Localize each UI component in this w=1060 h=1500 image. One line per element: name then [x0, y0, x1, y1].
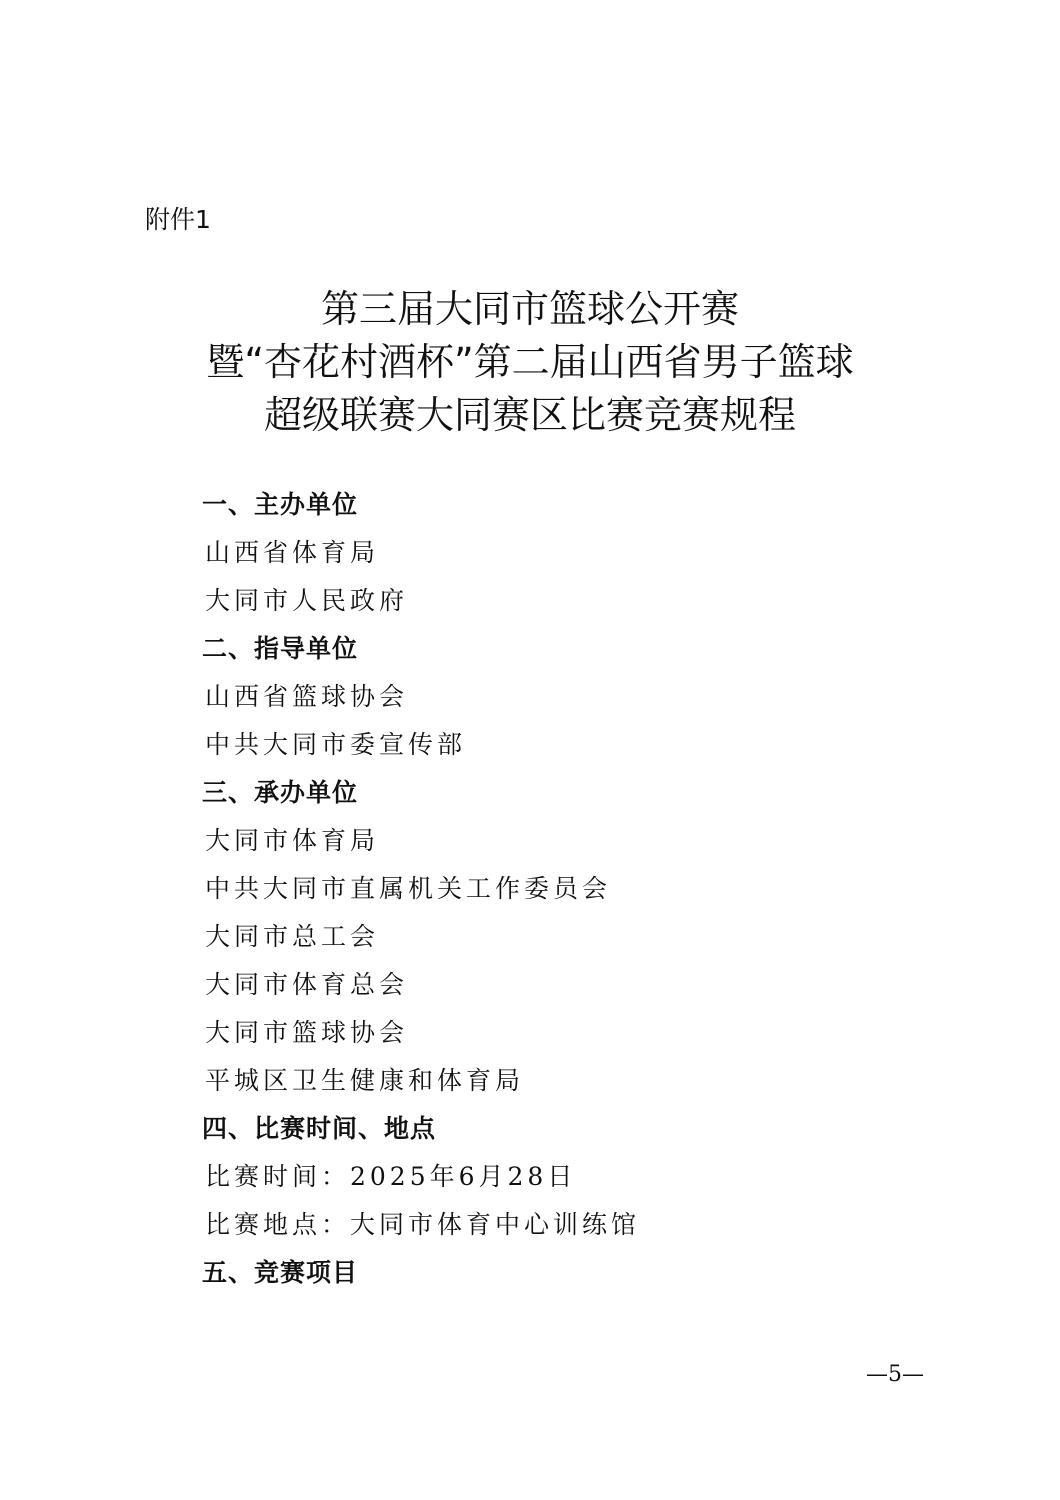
host-item: 大同市体育总会 — [205, 970, 409, 999]
host-item: 中共大同市直属机关工作委员会 — [205, 874, 612, 903]
organizer-item: 山西省体育局 — [205, 538, 380, 567]
guidance-item: 山西省篮球协会 — [205, 682, 409, 711]
title-line-1: 第三届大同市篮球公开赛 — [320, 287, 739, 331]
guidance-item: 中共大同市委宣传部 — [205, 730, 467, 759]
section-heading-host: 三、承办单位 — [202, 778, 359, 807]
page-number: —5— — [866, 1362, 924, 1387]
organizer-item: 大同市人民政府 — [205, 586, 409, 615]
section-heading-time-venue: 四、比赛时间、地点 — [202, 1114, 437, 1143]
host-item: 大同市篮球协会 — [205, 1018, 409, 1047]
match-venue: 比赛地点：大同市体育中心训练馆 — [205, 1210, 641, 1239]
section-heading-organizer: 一、主办单位 — [202, 490, 359, 519]
section-heading-guidance: 二、指导单位 — [202, 634, 359, 663]
title-line-3: 超级联赛大同赛区比赛竞赛规程 — [263, 393, 796, 437]
document-title — [0, 283, 1060, 442]
host-item: 平城区卫生健康和体育局 — [205, 1066, 525, 1095]
host-item: 大同市总工会 — [205, 922, 380, 951]
title-line-2: 暨“杏花村酒杯”第二届山西省男子篮球 — [206, 340, 854, 384]
document-body — [0, 481, 1060, 1297]
attachment-label: 附件1 — [145, 205, 211, 234]
section-heading-events: 五、竞赛项目 — [202, 1258, 359, 1287]
match-time: 比赛时间：2025年6月28日 — [205, 1162, 577, 1191]
host-item: 大同市体育局 — [205, 826, 380, 855]
